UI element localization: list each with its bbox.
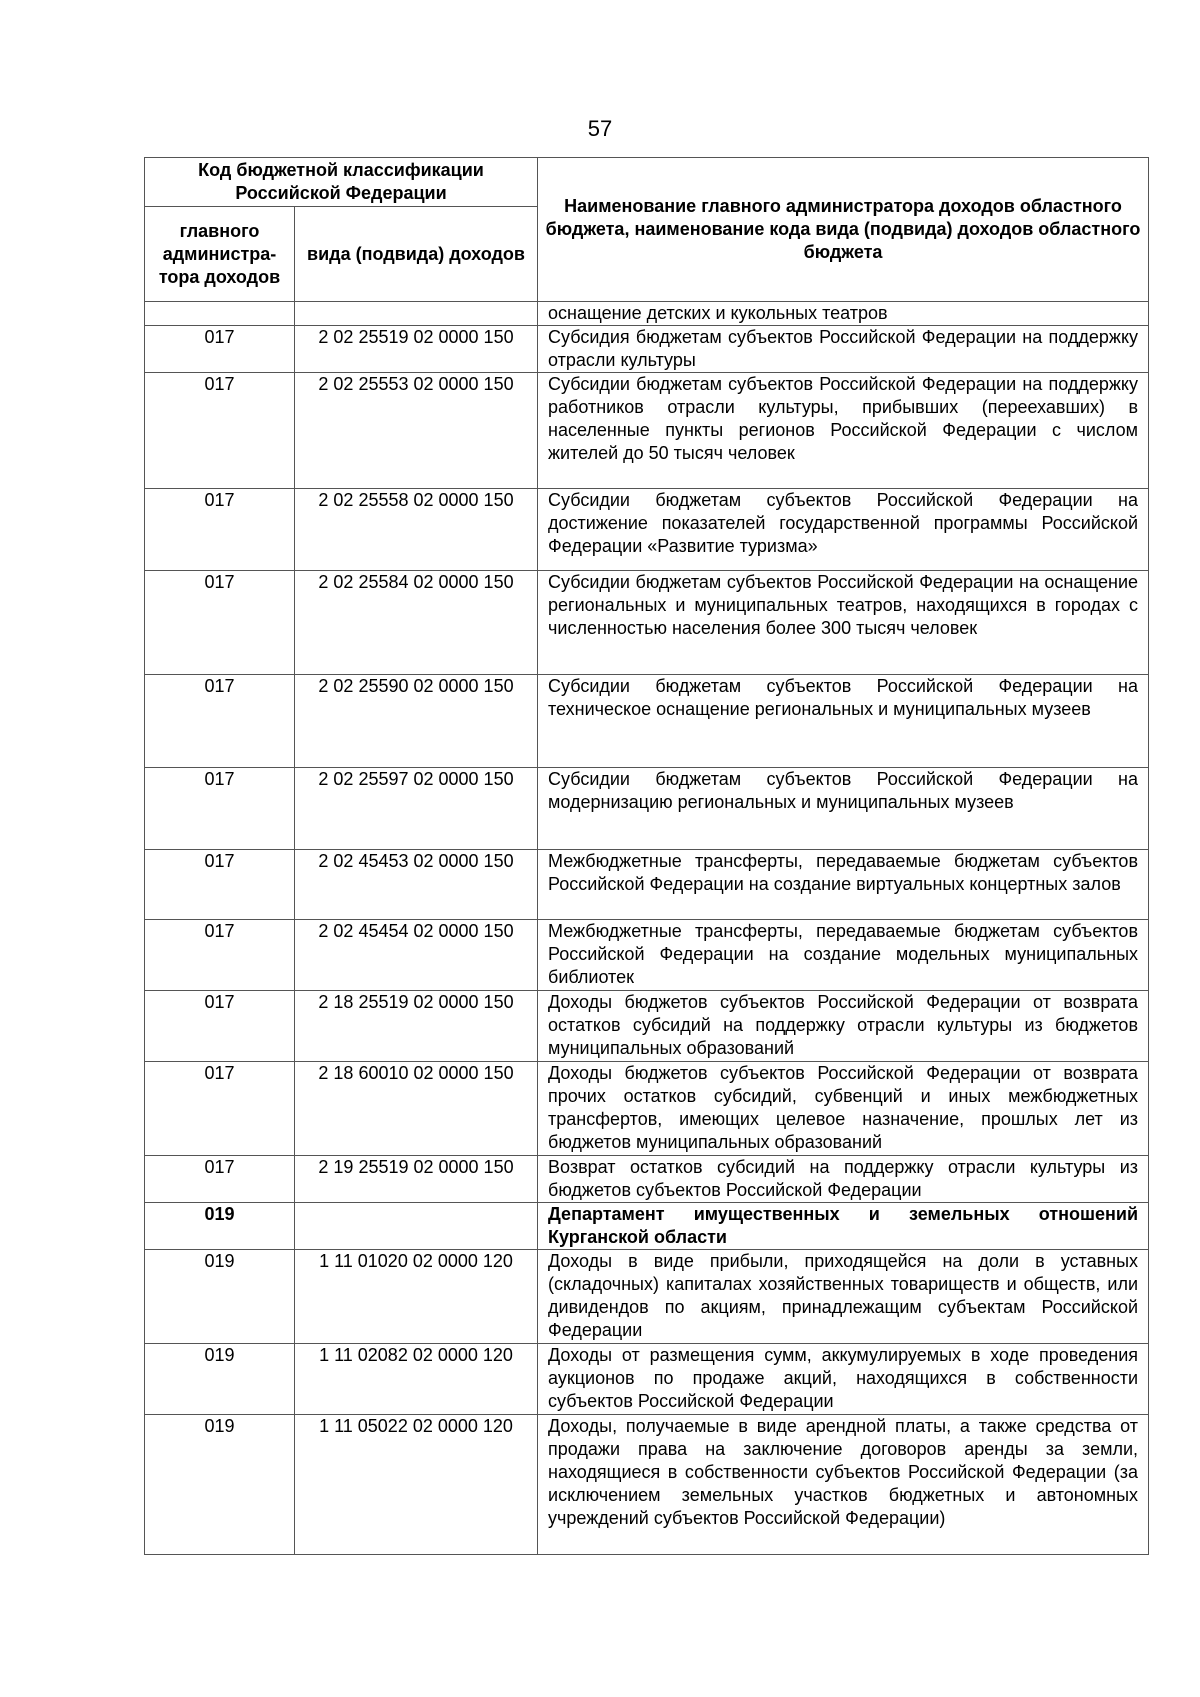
- admin-code-cell: 019: [145, 1344, 295, 1415]
- admin-code-cell: 019: [145, 1203, 295, 1250]
- revenue-name-cell: Субсидия бюджетам субъектов Российской Федерации на поддержку отрасли культуры: [538, 326, 1149, 373]
- revenue-name-cell: Доходы от размещения сумм, аккумулируемых в ходе проведения аукционов по продаже акций, находящихся в собственности субъектов Российской Федерации: [538, 1344, 1149, 1415]
- table-row: [145, 1203, 1149, 1250]
- revenue-code-cell: 2 18 60010 02 0000 150: [295, 1062, 538, 1156]
- revenue-code-cell: 1 11 01020 02 0000 120: [295, 1250, 538, 1344]
- admin-code-cell: 017: [145, 850, 295, 920]
- admin-code-cell: 017: [145, 373, 295, 489]
- header-name-column: Наименование главного администратора доходов областного бюджета, наименование кода вида (подвида) доходов областного бюджета: [538, 158, 1149, 302]
- revenue-code-cell: 2 02 25584 02 0000 150: [295, 571, 538, 675]
- table-row: [145, 302, 1149, 326]
- table-row: [145, 850, 1149, 920]
- table-row: [145, 920, 1149, 991]
- revenue-name-cell: Межбюджетные трансферты, передаваемые бюджетам субъектов Российской Федерации на создание виртуальных концертных залов: [538, 850, 1149, 920]
- table-row: [145, 489, 1149, 571]
- revenue-code-cell: 2 02 25558 02 0000 150: [295, 489, 538, 571]
- revenue-code-cell: 2 02 45453 02 0000 150: [295, 850, 538, 920]
- admin-code-cell: 017: [145, 675, 295, 768]
- admin-code-cell: 019: [145, 1415, 295, 1555]
- header-admin-column: главного администра-тора доходов: [145, 207, 295, 302]
- revenue-name-cell: Субсидии бюджетам субъектов Российской Федерации на оснащение региональных и муниципальных театров, находящихся в городах с численностью населения более 300 тысяч человек: [538, 571, 1149, 675]
- revenue-code-cell: 2 02 25519 02 0000 150: [295, 326, 538, 373]
- revenue-name-cell: Доходы бюджетов субъектов Российской Федерации от возврата прочих остатков субсидий, субвенций и иных межбюджетных трансфертов, имеющих целевое назначение, прошлых лет из бюджетов муниципальных образований: [538, 1062, 1149, 1156]
- revenue-name-cell: Доходы, получаемые в виде арендной платы, а также средства от продажи права на заключение договоров аренды за земли, находящиеся в собственности субъектов Российской Федерации (за исключением земельных участков бюджетных и автономных учреждений субъектов Российской Федерации): [538, 1415, 1149, 1555]
- table-row: [145, 1062, 1149, 1156]
- revenue-name-cell: Субсидии бюджетам субъектов Российской Федерации на достижение показателей государственной программы Российской Федерации «Развитие туризма»: [538, 489, 1149, 571]
- table-row: [145, 1415, 1149, 1555]
- admin-code-cell: 017: [145, 768, 295, 850]
- table-row: [145, 1156, 1149, 1203]
- revenue-code-cell: 2 19 25519 02 0000 150: [295, 1156, 538, 1203]
- revenue-code-cell: [295, 302, 538, 326]
- header-code-column: вида (подвида) доходов: [295, 207, 538, 302]
- table-row: [145, 373, 1149, 489]
- revenue-name-cell: оснащение детских и кукольных театров: [538, 302, 1149, 326]
- revenue-code-cell: [295, 1203, 538, 1250]
- revenue-code-cell: 2 02 25597 02 0000 150: [295, 768, 538, 850]
- table-row: [145, 768, 1149, 850]
- table-row: [145, 1344, 1149, 1415]
- revenue-code-cell: 2 02 25590 02 0000 150: [295, 675, 538, 768]
- revenue-name-cell: Доходы в виде прибыли, приходящейся на доли в уставных (складочных) капиталах хозяйственных товариществ и обществ, или дивидендов по акциям, принадлежащим субъектам Российской Федерации: [538, 1250, 1149, 1344]
- revenue-name-cell: Возврат остатков субсидий на поддержку отрасли культуры из бюджетов субъектов Российской Федерации: [538, 1156, 1149, 1203]
- table-row: [145, 675, 1149, 768]
- revenue-name-cell: Субсидии бюджетам субъектов Российской Федерации на техническое оснащение региональных и муниципальных музеев: [538, 675, 1149, 768]
- table-row: [145, 326, 1149, 373]
- table-row: [145, 991, 1149, 1062]
- table-row: [145, 1250, 1149, 1344]
- table-row: [145, 571, 1149, 675]
- revenue-code-cell: 1 11 02082 02 0000 120: [295, 1344, 538, 1415]
- revenue-code-cell: 2 02 25553 02 0000 150: [295, 373, 538, 489]
- admin-code-cell: 017: [145, 991, 295, 1062]
- header-budget-classification: Код бюджетной классификации Российской Федерации: [145, 158, 538, 207]
- revenue-name-cell: Департамент имущественных и земельных отношений Курганской области: [538, 1203, 1149, 1250]
- admin-code-cell: 017: [145, 571, 295, 675]
- admin-code-cell: [145, 302, 295, 326]
- admin-code-cell: 017: [145, 1062, 295, 1156]
- revenue-name-cell: Субсидии бюджетам субъектов Российской Федерации на модернизацию региональных и муниципальных музеев: [538, 768, 1149, 850]
- revenue-name-cell: Межбюджетные трансферты, передаваемые бюджетам субъектов Российской Федерации на создание модельных муниципальных библиотек: [538, 920, 1149, 991]
- admin-code-cell: 017: [145, 326, 295, 373]
- revenue-classification-table: [144, 157, 1149, 1555]
- page-number: 57: [587, 116, 613, 141]
- revenue-code-cell: 2 18 25519 02 0000 150: [295, 991, 538, 1062]
- revenue-name-cell: Доходы бюджетов субъектов Российской Федерации от возврата остатков субсидий на поддержку отрасли культуры из бюджетов муниципальных образований: [538, 991, 1149, 1062]
- admin-code-cell: 019: [145, 1250, 295, 1344]
- revenue-name-cell: Субсидии бюджетам субъектов Российской Федерации на поддержку работников отрасли культуры, прибывших (переехавших) в населенные пункты регионов Российской Федерации с числом жителей до 50 тысяч человек: [538, 373, 1149, 489]
- admin-code-cell: 017: [145, 1156, 295, 1203]
- revenue-code-cell: 2 02 45454 02 0000 150: [295, 920, 538, 991]
- revenue-code-cell: 1 11 05022 02 0000 120: [295, 1415, 538, 1555]
- admin-code-cell: 017: [145, 489, 295, 571]
- admin-code-cell: 017: [145, 920, 295, 991]
